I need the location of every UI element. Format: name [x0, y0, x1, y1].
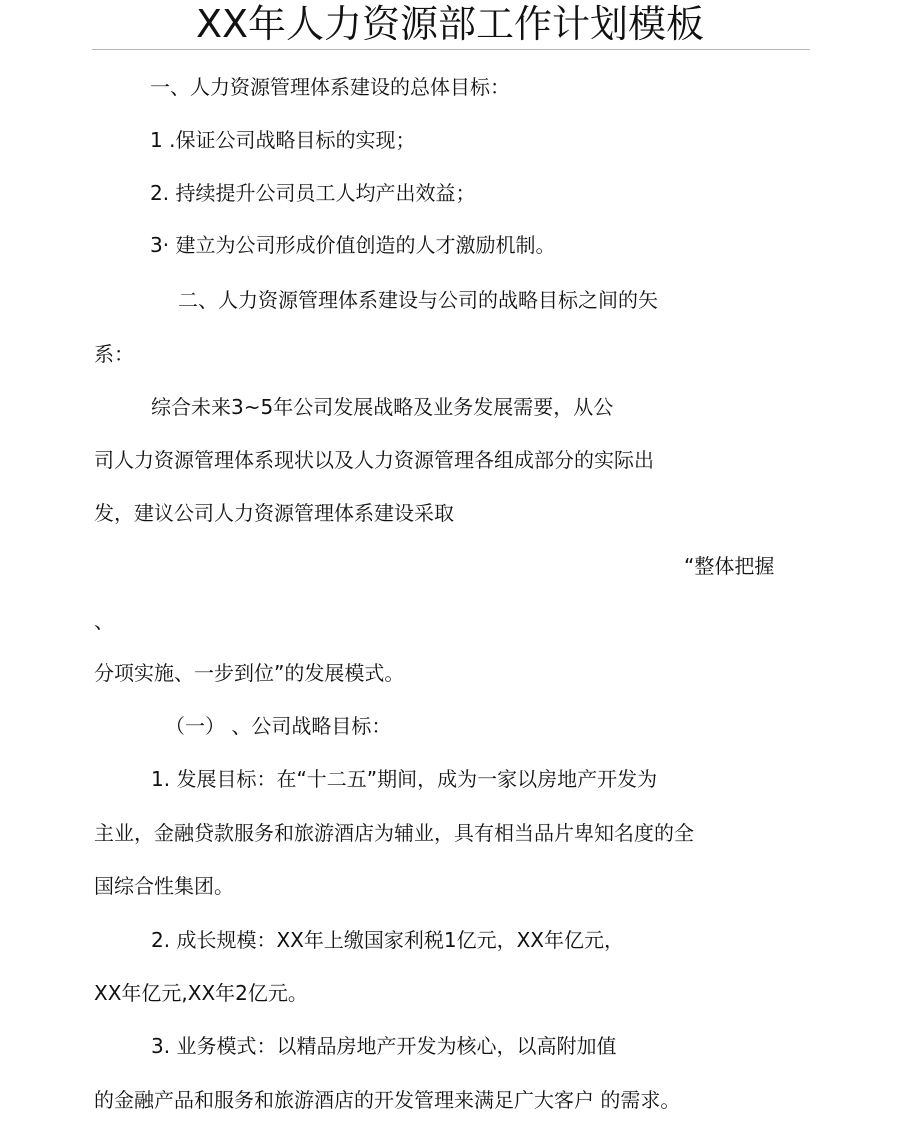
section1-item-3: 3· 建立为公司形成价值创造的人才激励机制。	[150, 233, 556, 257]
section1-heading: 一、人力资源管理体系建设的总体目标：	[150, 75, 510, 99]
paragraph-line: “整体把握	[684, 554, 775, 578]
goal-item-3: 3. 业务模式：以精品房地产开发为核心，以高附加值	[151, 1034, 617, 1058]
goal-item-1-cont: 国综合性集团。	[94, 874, 234, 898]
document-title: XX年人力资源部工作计划模板	[195, 2, 705, 46]
section1-item-1: 1 .保证公司战略目标的实现；	[150, 128, 416, 152]
section2-heading-cont: 系：	[94, 342, 134, 366]
section1-item-2: 2. 持续提升公司员工人均产出效益；	[150, 181, 476, 205]
paragraph-line: 综合未来3~5年公司发展战略及业务发展需要，从公	[151, 395, 614, 419]
paragraph-line: 分项实施、一步到位”的发展模式。	[94, 661, 405, 685]
subsection1-heading: （一） 、公司战略目标：	[165, 714, 392, 738]
paragraph-line: 司人力资源管理体系现状以及人力资源管理各组成部分的实际出	[94, 448, 654, 472]
goal-item-1: 1. 发展目标：在“十二五”期间，成为一家以房地产开发为	[151, 767, 658, 791]
goal-item-3-cont: 的金融产品和服务和旅游酒店的开发管理来满足广大客户 的需求。	[94, 1088, 681, 1112]
goal-item-2-cont: XX年亿元,XX年2亿元。	[94, 981, 308, 1005]
goal-item-2: 2. 成长规模：XX年上缴国家利税1亿元，XX年亿元，	[151, 928, 624, 952]
paragraph-line: 、	[94, 609, 114, 633]
title-divider	[92, 49, 810, 50]
section2-heading: 二、人力资源管理体系建设与公司的战略目标之间的矢	[178, 288, 658, 312]
goal-item-1-cont: 主业，金融贷款服务和旅游酒店为辅业，具有相当品片卑知名度的全	[94, 821, 694, 845]
paragraph-line: 发，建议公司人力资源管理体系建设采取	[94, 501, 454, 525]
